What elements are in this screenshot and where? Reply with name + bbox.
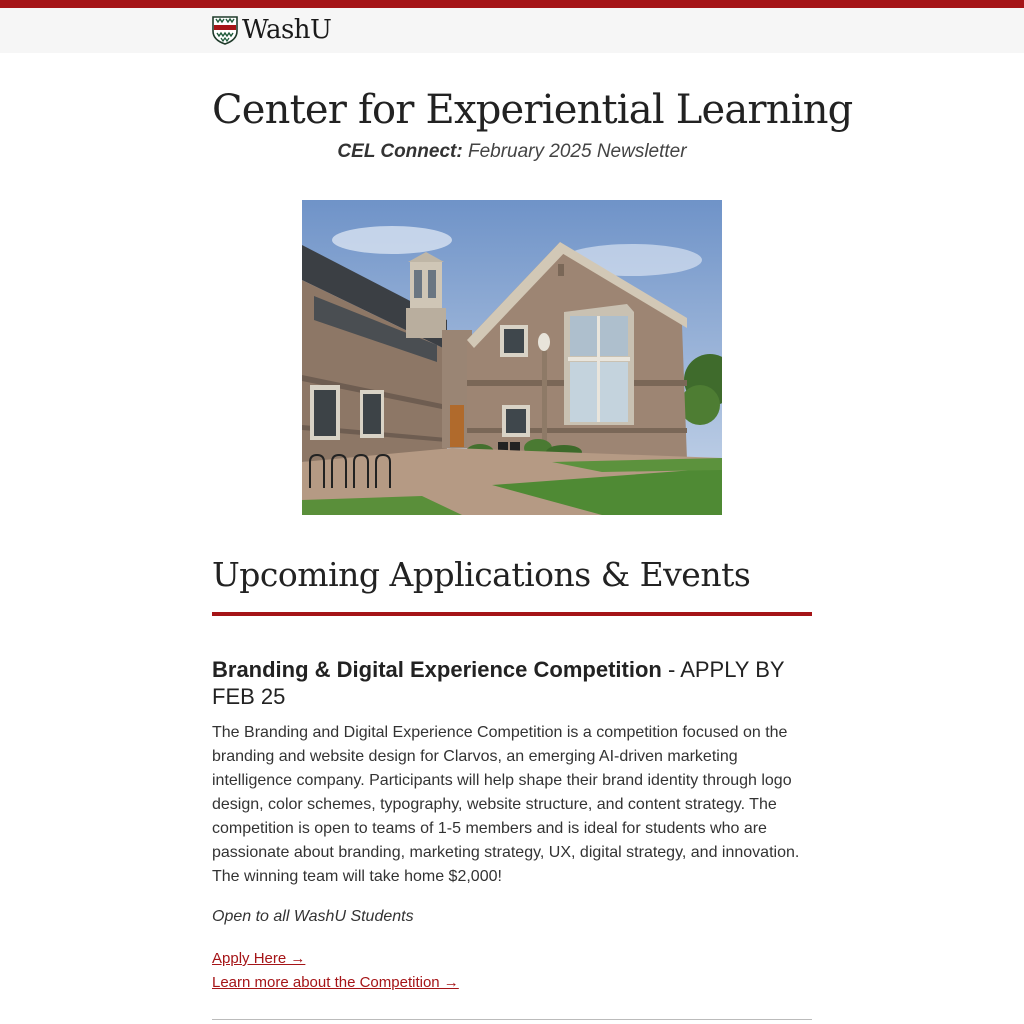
apply-here-link[interactable]: Apply Here →: [212, 950, 306, 967]
event-branding-competition: [212, 656, 812, 995]
event-eligibility: Open to all WashU Students: [212, 908, 414, 925]
washu-shield-icon: [212, 16, 238, 45]
site-header: [0, 8, 1024, 53]
event-links: [212, 947, 812, 995]
washu-logo[interactable]: [212, 16, 331, 45]
newsletter-subtitle: [212, 140, 812, 164]
newsletter-title: Center for Experiential Learning: [212, 87, 853, 133]
top-accent-bar: [0, 0, 1024, 8]
newsletter-content: [212, 53, 853, 1020]
event-description: The Branding and Digital Experience Competition is a competition focused on the branding and website design for Clarvos, an emerging AI-driven marketing intelligence company. Participants will help shape their brand identity through logo design, color schemes, typography, website structure, and content strategy. The competition is open to teams of 1-5 members and is ideal for students who are passionate about branding, marketing strategy, UX, digital strategy, and innovation. The winning team will take home $2,000!: [212, 724, 800, 885]
event-title-separator: -: [661, 657, 681, 682]
section-divider-gray: [212, 1019, 812, 1020]
subtitle-issue: February 2025 Newsletter: [467, 141, 687, 162]
event-title: [212, 656, 812, 710]
learn-more-link[interactable]: Learn more about the Competition →: [212, 974, 459, 991]
subtitle-series-name: CEL Connect:: [337, 141, 463, 162]
logo-wordmark: WashU: [242, 15, 332, 45]
building-photo: [302, 200, 722, 515]
section-title-upcoming: Upcoming Applications & Events: [212, 555, 751, 594]
event-name: Branding & Digital Experience Competition: [212, 657, 662, 682]
event-deadline: APPLY BY FEB 25: [212, 657, 785, 709]
section-divider-red: [212, 612, 812, 616]
